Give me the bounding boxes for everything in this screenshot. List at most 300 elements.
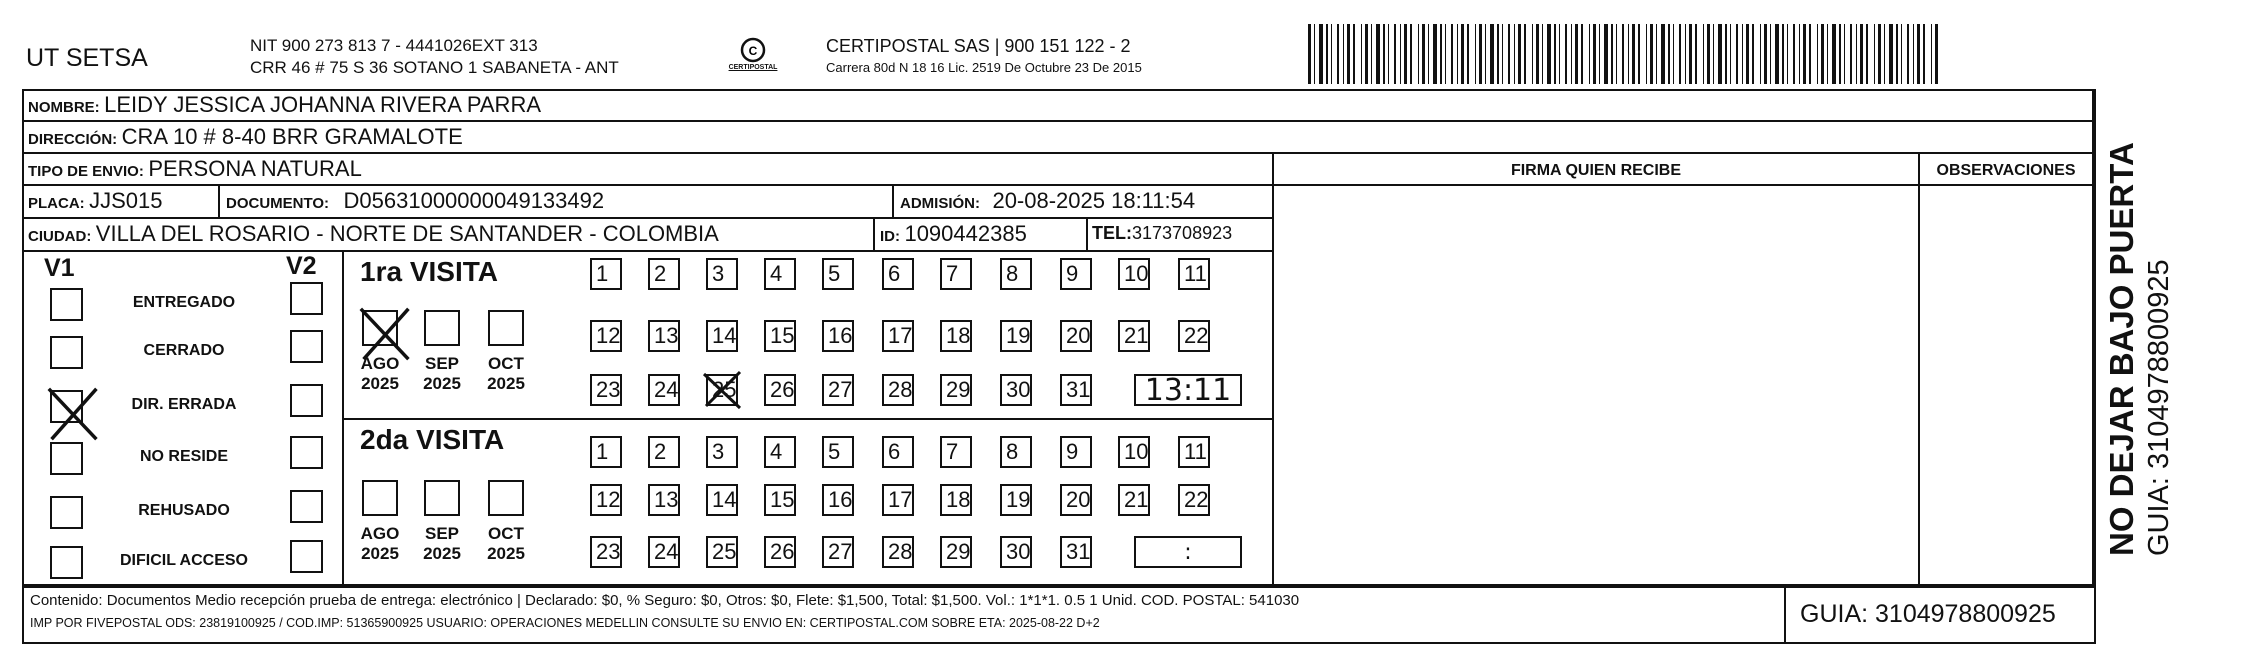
barcode-bar — [1803, 24, 1806, 84]
name-field — [28, 92, 541, 118]
barcode-bar — [1799, 24, 1800, 84]
day-number: 28 — [888, 539, 913, 564]
footer-content-line: Contenido: Documentos Medio recepción prueba de entrega: electrónico | Declarado: $0, % Seguro: $0, Otros: $0, Flete: $1,500, Total: $1,500. Vol.: 1*1*1. 0.5 1 Unid. COD. POSTAL: 541030 — [30, 592, 1300, 609]
second-visit-day-box[interactable] — [940, 436, 972, 468]
barcode-bar — [1490, 24, 1494, 84]
day-number: 21 — [1124, 487, 1149, 512]
second-visit-day-box[interactable] — [940, 536, 972, 568]
v1-status-checkbox[interactable] — [50, 336, 83, 369]
second-visit-day-box[interactable] — [822, 436, 854, 468]
second-visit-day-box[interactable] — [706, 436, 738, 468]
first-visit-month-label — [350, 354, 410, 394]
city-value: VILLA DEL ROSARIO - NORTE DE SANTANDER - COLOMBIA — [95, 221, 719, 246]
barcode-bar — [1707, 24, 1710, 84]
day-number: 5 — [828, 261, 841, 286]
barcode-bar — [1668, 24, 1670, 84]
first-visit-day-box[interactable] — [590, 320, 622, 352]
day-number: 4 — [770, 439, 783, 464]
day-number: 15 — [770, 323, 795, 348]
certipostal-logo-icon — [718, 36, 788, 82]
day-number: 21 — [1124, 323, 1149, 348]
second-visit-day-box[interactable] — [648, 484, 680, 516]
first-visit-day-box[interactable] — [1060, 374, 1092, 406]
company-nit: NIT 900 273 813 7 - 4441026EXT 313 — [250, 36, 538, 55]
v1-status-checkbox[interactable] — [50, 442, 83, 475]
status-label: ENTREGADO — [132, 294, 236, 311]
first-visit-month-checkbox[interactable] — [362, 310, 398, 346]
month-name: AGO — [360, 524, 400, 543]
barcode-bar — [1383, 24, 1385, 84]
second-visit-day-box[interactable] — [706, 536, 738, 568]
first-visit-day-box[interactable] — [1000, 320, 1032, 352]
day-number: 8 — [1006, 261, 1019, 286]
first-visit-day-box[interactable] — [940, 258, 972, 290]
barcode-bar — [1371, 24, 1372, 84]
barcode-bar — [1400, 24, 1401, 84]
first-visit-day-box[interactable] — [1060, 258, 1092, 290]
first-visit-day-box[interactable] — [882, 320, 914, 352]
side-guia: GUIA: 3104978800925 — [2143, 259, 2175, 556]
barcode-bar — [1730, 24, 1731, 84]
day-number: 7 — [946, 261, 959, 286]
month-year: 2025 — [423, 544, 461, 563]
barcode-bar — [1736, 24, 1738, 84]
barcode-bar — [1616, 24, 1617, 84]
first-visit-day-box[interactable] — [822, 374, 854, 406]
day-number: 4 — [770, 261, 783, 286]
day-number: 23 — [596, 539, 621, 564]
month-name: OCT — [488, 524, 524, 543]
barcode-bar — [1742, 24, 1743, 84]
second-visit-title: 2da VISITA — [360, 424, 505, 455]
barcode-bar — [1514, 24, 1515, 84]
day-number: 25 — [712, 539, 737, 564]
footer-guia: GUIA: 3104978800925 — [1800, 600, 2056, 628]
barcode-bar — [1878, 24, 1881, 84]
plate-field — [28, 188, 163, 214]
barcode-bar — [1542, 24, 1543, 84]
day-number: 22 — [1184, 323, 1209, 348]
day-number: 22 — [1184, 487, 1209, 512]
document-value: D05631000000049133492 — [343, 188, 605, 213]
certipostal-logo-text: CERTIPOSTAL — [728, 64, 778, 71]
name-label: NOMBRE: — [28, 99, 100, 116]
first-visit-day-box[interactable] — [648, 320, 680, 352]
v1-status-checkbox[interactable] — [50, 288, 83, 321]
barcode-bar — [1817, 24, 1818, 84]
first-visit-day-box[interactable] — [1000, 258, 1032, 290]
first-visit-time-box[interactable]: 13:11 — [1134, 374, 1242, 406]
barcode-bar — [1559, 24, 1560, 84]
first-visit-day-box[interactable] — [764, 374, 796, 406]
barcode-bar — [1599, 24, 1600, 84]
first-visit-day-box[interactable] — [706, 320, 738, 352]
second-visit-day-box[interactable] — [1060, 536, 1092, 568]
barcode-bar — [1764, 24, 1767, 84]
barcode-bar — [1475, 24, 1476, 84]
second-visit-day-box[interactable] — [1000, 436, 1032, 468]
barcode-bar — [1433, 24, 1437, 84]
month-name: SEP — [424, 354, 460, 373]
barcode-bar — [1839, 24, 1841, 84]
barcode-bar — [1479, 24, 1482, 84]
barcode-bar — [1337, 24, 1339, 84]
barcode-bar — [1650, 24, 1653, 84]
second-visit-day-box[interactable] — [882, 436, 914, 468]
first-visit-day-box[interactable] — [1178, 258, 1210, 290]
first-visit-day-box[interactable] — [940, 320, 972, 352]
second-visit-day-box[interactable] — [648, 536, 680, 568]
barcode-bar — [1388, 24, 1389, 84]
day-number: 9 — [1066, 439, 1079, 464]
month-year: 2025 — [361, 544, 399, 563]
month-name: OCT — [488, 354, 524, 373]
barcode-bar — [1718, 24, 1722, 84]
admission-value: 20-08-2025 18:11:54 — [992, 188, 1196, 213]
second-visit-day-box[interactable] — [822, 536, 854, 568]
month-year: 2025 — [487, 544, 525, 563]
v2-status-checkbox[interactable] — [290, 540, 323, 573]
barcode-bar — [1571, 24, 1572, 84]
day-number: 14 — [712, 487, 737, 512]
second-visit-day-box[interactable] — [648, 436, 680, 468]
day-number: 3 — [712, 261, 725, 286]
certipostal-address: Carrera 80d N 18 16 Lic. 2519 De Octubre 23 De 2015 — [826, 60, 1142, 75]
barcode-bar — [1725, 24, 1727, 84]
tel-field — [1092, 223, 1232, 244]
first-visit-day-box[interactable] — [764, 320, 796, 352]
barcode-bar — [1713, 24, 1714, 84]
day-number: 12 — [596, 323, 621, 348]
barcode-bar — [1467, 24, 1469, 84]
v2-status-checkbox[interactable] — [290, 282, 323, 315]
barcode-bar — [1935, 24, 1938, 84]
first-visit-day-box[interactable] — [1000, 374, 1032, 406]
id-field — [880, 221, 1027, 247]
signature-header: FIRMA QUIEN RECIBE — [1510, 162, 1682, 179]
barcode-bar — [1760, 24, 1761, 84]
second-visit-day-box[interactable] — [764, 536, 796, 568]
first-visit-title: 1ra VISITA — [360, 256, 498, 287]
day-number: 12 — [596, 487, 621, 512]
barcode-bar — [1554, 24, 1556, 84]
second-visit-day-box[interactable] — [764, 484, 796, 516]
side-notice — [2103, 76, 2176, 556]
first-visit-day-box[interactable] — [822, 320, 854, 352]
day-number: 10 — [1124, 261, 1149, 286]
second-visit-month-label — [412, 524, 472, 564]
month-year: 2025 — [423, 374, 461, 393]
barcode-bar — [1901, 24, 1902, 84]
month-name: AGO — [360, 354, 400, 373]
second-visit-day-box[interactable] — [1060, 436, 1092, 468]
v1-header: V1 — [44, 254, 75, 282]
status-label: DIFICIL ACCESO — [119, 552, 248, 569]
barcode-bar — [1394, 24, 1396, 84]
second-visit-day-box[interactable] — [882, 536, 914, 568]
v1-status-checkbox[interactable] — [50, 496, 83, 529]
barcode-bar — [1581, 24, 1583, 84]
second-visit-month-checkbox[interactable] — [362, 480, 398, 516]
barcode-bar — [1353, 24, 1355, 84]
first-visit-day-box[interactable] — [590, 258, 622, 290]
barcode-bar — [1418, 24, 1419, 84]
name-value: LEIDY JESSICA JOHANNA RIVERA PARRA — [104, 92, 542, 117]
footer-print-line: IMP POR FIVEPOSTAL ODS: 23819100925 / COD.IMP: 51365900925 USUARIO: OPERACIONES MEDELLIN CONSULTE SU ENVIO EN: CERTIPOSTAL.COM SOBRE ETA: 2025-08-22 D+2 — [30, 616, 1100, 630]
barcode-bar — [1775, 24, 1779, 84]
day-number: 11 — [1184, 261, 1207, 286]
day-number: 1 — [596, 261, 609, 286]
day-number: 17 — [888, 323, 913, 348]
admission-field — [900, 188, 1195, 214]
barcode-bar — [1673, 24, 1674, 84]
second-visit-day-box[interactable] — [1000, 536, 1032, 568]
month-name: SEP — [424, 524, 460, 543]
barcode-bar — [1347, 24, 1350, 84]
status-label: NO RESIDE — [139, 448, 228, 465]
day-number: 14 — [712, 323, 737, 348]
month-year: 2025 — [487, 374, 525, 393]
barcode-bar — [1827, 24, 1828, 84]
second-visit-day-box[interactable] — [1178, 484, 1210, 516]
day-number: 25 — [712, 377, 737, 402]
day-number: 3 — [712, 439, 725, 464]
v2-status-checkbox[interactable] — [290, 384, 323, 417]
second-visit-time-box[interactable]: : — [1134, 536, 1242, 568]
second-visit-day-box[interactable] — [706, 484, 738, 516]
first-visit-day-box[interactable] — [648, 258, 680, 290]
second-visit-day-box[interactable] — [1000, 484, 1032, 516]
address-value: CRA 10 # 8-40 BRR GRAMALOTE — [121, 124, 463, 149]
admission-label: ADMISIÓN: — [900, 195, 980, 212]
first-visit-month-label — [412, 354, 472, 394]
shipment-type-label: TIPO DE ENVIO: — [28, 163, 144, 180]
v2-status-checkbox[interactable] — [290, 490, 323, 523]
barcode-bar — [1661, 24, 1665, 84]
day-number: 24 — [654, 539, 679, 564]
company-name: UT SETSA — [26, 44, 148, 72]
barcode-bar — [1917, 24, 1920, 84]
day-number: 31 — [1066, 377, 1091, 402]
document-field — [226, 188, 604, 214]
barcode-bar — [1850, 24, 1852, 84]
second-visit-day-box[interactable] — [1060, 484, 1092, 516]
barcode-bar — [1518, 24, 1521, 84]
barcode-bar — [1866, 24, 1868, 84]
barcode-bar — [1451, 24, 1453, 84]
barcode-bar — [1376, 24, 1380, 84]
day-cross-mark — [708, 376, 740, 408]
plate-label: PLACA: — [28, 195, 85, 212]
second-visit-day-box[interactable] — [940, 484, 972, 516]
observations-header: OBSERVACIONES — [1936, 162, 2076, 179]
plate-value: JJS015 — [89, 188, 163, 213]
barcode-bar — [1689, 24, 1692, 84]
second-visit-month-checkbox[interactable] — [488, 480, 524, 516]
svg-text:C: C — [748, 44, 758, 58]
day-number: 26 — [770, 539, 795, 564]
barcode-bar — [1331, 24, 1332, 84]
v1-status-checkbox[interactable] — [50, 546, 83, 579]
barcode-bar — [1896, 24, 1898, 84]
second-visit-day-box[interactable] — [1178, 436, 1210, 468]
first-visit-day-box[interactable] — [648, 374, 680, 406]
day-number: 2 — [654, 261, 667, 286]
no-dejar-bajo-puerta: NO DEJAR BAJO PUERTA — [2103, 142, 2140, 556]
day-number: 27 — [828, 377, 853, 402]
address-field — [28, 124, 463, 150]
document-label: DOCUMENTO: — [226, 195, 330, 212]
first-visit-day-box[interactable] — [706, 374, 738, 406]
second-visit-day-box[interactable] — [1118, 436, 1150, 468]
first-visit-day-box[interactable] — [882, 374, 914, 406]
second-visit-day-box[interactable] — [764, 436, 796, 468]
second-visit-day-box[interactable] — [1118, 484, 1150, 516]
barcode-bar — [1889, 24, 1893, 84]
barcode-bar — [1502, 24, 1503, 84]
barcode-bar — [1314, 24, 1315, 84]
v2-header: V2 — [286, 252, 317, 280]
barcode-bar — [1440, 24, 1442, 84]
day-number: 26 — [770, 377, 795, 402]
barcode-bar — [1913, 24, 1914, 84]
barcode-bar — [1485, 24, 1486, 84]
second-visit-month-checkbox[interactable] — [424, 480, 460, 516]
month-year: 2025 — [361, 374, 399, 393]
first-visit-day-box[interactable] — [1118, 258, 1150, 290]
barcode-bar — [1782, 24, 1784, 84]
day-number: 16 — [828, 323, 853, 348]
day-number: 6 — [888, 439, 901, 464]
day-number: 30 — [1006, 377, 1031, 402]
barcode-bar — [1319, 24, 1323, 84]
barcode-bar — [1638, 24, 1640, 84]
barcode-bar — [1508, 24, 1510, 84]
city-label: CIUDAD: — [28, 228, 92, 245]
barcode-bar — [1326, 24, 1328, 84]
day-number: 29 — [946, 539, 971, 564]
barcode-bar — [1308, 24, 1311, 84]
day-number: 19 — [1006, 487, 1031, 512]
day-number: 16 — [828, 487, 853, 512]
barcode-bar — [1685, 24, 1686, 84]
barcode-bar — [1361, 24, 1362, 84]
first-visit-day-box[interactable] — [1118, 320, 1150, 352]
id-label: ID: — [880, 228, 900, 245]
v2-status-checkbox[interactable] — [290, 330, 323, 363]
barcode-bar — [1524, 24, 1526, 84]
first-visit-day-box[interactable] — [940, 374, 972, 406]
second-visit-day-box[interactable] — [822, 484, 854, 516]
day-number: 18 — [946, 487, 971, 512]
barcode-bar — [1832, 24, 1836, 84]
day-number: 5 — [828, 439, 841, 464]
second-visit-day-box[interactable] — [590, 436, 622, 468]
day-number: 24 — [654, 377, 679, 402]
barcode-bar — [1343, 24, 1344, 84]
barcode-bar — [1547, 24, 1551, 84]
first-visit-day-box[interactable] — [882, 258, 914, 290]
barcode-bar — [1907, 24, 1909, 84]
barcode-bar — [1575, 24, 1578, 84]
first-visit-month-checkbox[interactable] — [424, 310, 460, 346]
day-number: 30 — [1006, 539, 1031, 564]
day-number: 19 — [1006, 323, 1031, 348]
v1-status-checkbox[interactable] — [50, 390, 83, 423]
day-number: 9 — [1066, 261, 1079, 286]
barcode-bar — [1422, 24, 1425, 84]
barcode-bar — [1497, 24, 1499, 84]
day-number: 10 — [1124, 439, 1149, 464]
day-number: 2 — [654, 439, 667, 464]
address-label: DIRECCIÓN: — [28, 131, 118, 148]
barcode-bar — [1404, 24, 1407, 84]
second-visit-day-box[interactable] — [590, 536, 622, 568]
first-visit-day-box[interactable] — [706, 258, 738, 290]
id-value: 1090442385 — [904, 221, 1027, 246]
day-number: 23 — [596, 377, 621, 402]
barcode-bar — [1770, 24, 1771, 84]
day-number: 18 — [946, 323, 971, 348]
tel-label: TEL: — [1092, 223, 1132, 243]
barcode-bar — [1874, 24, 1875, 84]
barcode-bar — [1565, 24, 1567, 84]
barcode-bar — [1457, 24, 1458, 84]
barcode-bar — [1746, 24, 1749, 84]
second-visit-month-label — [476, 524, 536, 564]
barcode-bar — [1445, 24, 1446, 84]
certipostal-name: CERTIPOSTAL SAS | 900 151 122 - 2 — [826, 36, 1131, 56]
barcode-bar — [1793, 24, 1795, 84]
first-visit-month-checkbox[interactable] — [488, 310, 524, 346]
day-number: 20 — [1066, 487, 1091, 512]
second-visit-month-label — [350, 524, 410, 564]
day-number: 15 — [770, 487, 795, 512]
first-visit-day-box[interactable] — [822, 258, 854, 290]
day-number: 13 — [654, 323, 679, 348]
barcode-bar — [1622, 24, 1624, 84]
barcode-bar — [1365, 24, 1368, 84]
first-visit-day-box[interactable] — [1178, 320, 1210, 352]
v2-status-checkbox[interactable] — [290, 436, 323, 469]
day-number: 6 — [888, 261, 901, 286]
first-visit-day-box[interactable] — [590, 374, 622, 406]
day-number: 11 — [1184, 439, 1207, 464]
barcode-bar — [1923, 24, 1925, 84]
first-visit-day-box[interactable] — [764, 258, 796, 290]
barcode-bar — [1593, 24, 1596, 84]
second-visit-day-box[interactable] — [590, 484, 622, 516]
day-number: 17 — [888, 487, 913, 512]
second-visit-day-box[interactable] — [882, 484, 914, 516]
barcode-bar — [1844, 24, 1845, 84]
day-number: 8 — [1006, 439, 1019, 464]
barcode-bar — [1679, 24, 1681, 84]
first-visit-month-label — [476, 354, 536, 394]
barcode-bar — [1695, 24, 1697, 84]
barcode-bar — [1809, 24, 1811, 84]
status-label: DIR. ERRADA — [131, 396, 237, 413]
day-number: 29 — [946, 377, 971, 402]
barcode-bar — [1821, 24, 1824, 84]
barcode-bar — [1604, 24, 1608, 84]
barcode-bar — [1628, 24, 1629, 84]
barcode-bar — [1703, 24, 1704, 84]
first-visit-day-box[interactable] — [1060, 320, 1092, 352]
status-label: CERRADO — [143, 342, 225, 359]
barcode — [1308, 24, 1938, 84]
barcode-bar — [1646, 24, 1647, 84]
